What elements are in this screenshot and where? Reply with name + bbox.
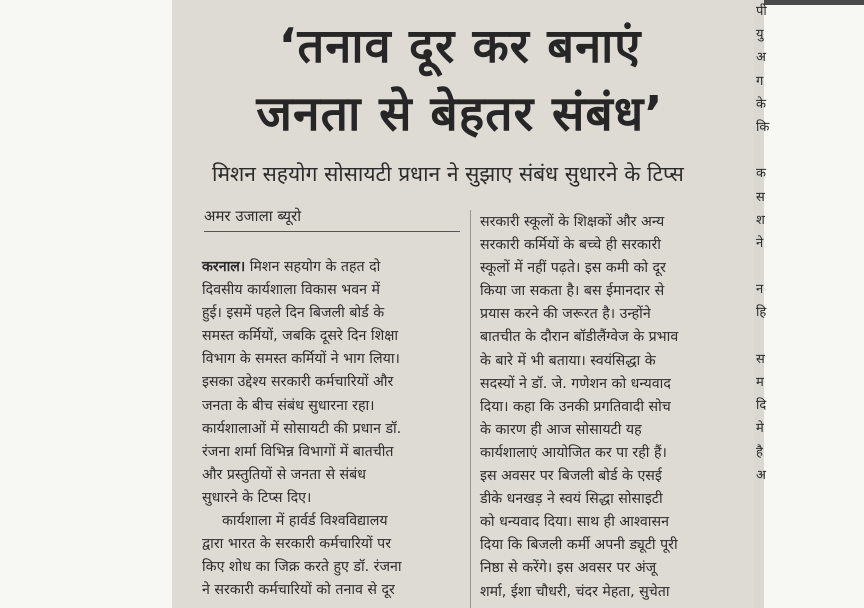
adjacent-fragment: पी — [756, 4, 767, 19]
article-line: इस अवसर पर बिजली बोर्ड के एसई — [480, 468, 662, 485]
adjacent-fragment: ग — [756, 73, 764, 89]
adjacent-fragment — [756, 325, 776, 348]
adjacent-fragment: अ — [756, 50, 766, 66]
byline: अमर उजाला ब्यूरो — [204, 206, 460, 232]
article-text: मिशन सहयोग के तहत दो — [245, 259, 381, 275]
article-line: कार्यशालाएं आयोजित कर पा रही हैं। — [480, 444, 667, 461]
article-line: निष्ठा से करेंगे। इस अवसर पर अंजू — [480, 560, 657, 577]
scan-background — [764, 0, 864, 608]
article-line: कार्यशालाओं में सोसायटी की प्रधान डॉ. — [202, 420, 402, 437]
adjacent-fragment: क — [756, 166, 766, 182]
adjacent-fragment: श — [756, 212, 765, 228]
article-line: किए शोध का जिक्र करते हुए डॉ. रंजना — [202, 559, 402, 576]
article-line: दिवसीय कार्यशाला विकास भवन में — [202, 282, 380, 299]
article-line: सरकारी कर्मियों के बच्चे ही सरकारी — [480, 237, 661, 254]
article-line: और प्रस्तुतियों से जनता से संबंध — [202, 466, 366, 483]
article-line: सरकारी स्कूलों के शिक्षकों और अन्य — [480, 214, 665, 230]
article-column-left — [202, 256, 460, 602]
article-line: सदस्यों ने डॉ. जे. गणेशन को धन्यवाद — [480, 375, 671, 392]
adjacent-fragment: स — [756, 189, 765, 205]
adjacent-fragment: मे — [756, 421, 764, 437]
article-line: को धन्यवाद दिया। साथ ही आश्वासन — [480, 514, 669, 531]
adjacent-fragment: अ — [756, 467, 766, 483]
adjacent-fragment: यु — [756, 27, 764, 43]
adjacent-fragment: म — [756, 375, 764, 390]
article-line: स्कूलों में नहीं पढ़ते। इस कमी को दूर — [480, 260, 666, 277]
adjacent-column-fragments — [756, 0, 776, 608]
adjacent-fragment: कि — [756, 119, 770, 135]
article-line: प्रयास करने की जरूरत है। उन्होंने — [480, 306, 651, 323]
article-line: इसका उद्देश्य सरकारी कर्मचारियों और — [202, 374, 394, 391]
adjacent-fragment — [756, 255, 776, 278]
scan-top-edge — [764, 0, 864, 5]
adjacent-fragment: के — [756, 96, 766, 112]
adjacent-fragment: दि — [756, 398, 767, 414]
article-line: समस्त कर्मियों, जबकि दूसरे दिन शिक्षा — [202, 328, 399, 345]
article-line: के कारण ही आज सोसायटी यह — [480, 421, 642, 438]
dateline: करनाल। — [202, 259, 246, 275]
article-line: बातचीत के दौरान बॉडीलैंग्वेज के प्रभाव — [480, 329, 679, 346]
article-column-right — [480, 211, 734, 604]
headline-line-1: ‘तनाव दूर कर बनाएं — [278, 19, 642, 74]
adjacent-fragment: हि — [756, 305, 767, 321]
article-line: कार्यशाला में हार्वर्ड विश्वविद्यालय — [222, 513, 388, 530]
subheadline: मिशन सहयोग सोसायटी प्रधान ने सुझाए संबंध सुधारने के टिप्स — [212, 162, 684, 186]
article-line: दिया कि बिजली कर्मी अपनी ड्यूटी पूरी — [480, 537, 678, 554]
article-line: द्वारा भारत के सरकारी कर्मचारियों पर — [202, 536, 392, 553]
adjacent-fragment: ने — [756, 235, 764, 251]
adjacent-fragment: स — [756, 351, 765, 367]
column-divider — [470, 210, 471, 608]
adjacent-fragment: है — [756, 444, 763, 460]
article-line: जनता के बीच संबंध सुधारना रहा। — [202, 397, 375, 414]
article-line: विभाग के समस्त कर्मियों ने भाग लिया। — [202, 351, 400, 368]
article-line: के बारे में भी बताया। स्वयंसिद्धा के — [480, 352, 656, 369]
article-line: सुधारने के टिप्स दिए। — [202, 489, 312, 506]
article-line — [202, 256, 460, 279]
article-line: डीके धनखड़ ने स्वयं सिद्धा सोसाइटी — [480, 491, 663, 508]
headline-line-2: जनता से बेहतर संबंध’ — [256, 86, 664, 142]
article-line: दिया। कहा कि उनकी प्रगतिवादी सोच — [480, 398, 671, 415]
article-line: हुई। इसमें पहले दिन बिजली बोर्ड के — [202, 305, 385, 322]
article-line: किया जा सकता है। बस ईमानदार से — [480, 283, 665, 300]
article-line: ने सरकारी कर्मचारियों को तनाव से दूर — [202, 582, 395, 599]
adjacent-fragment — [756, 139, 776, 162]
article-line: शर्मा, ईशा चौधरी, चंदर मेहता, सुचेता — [480, 583, 670, 600]
adjacent-fragment: न — [756, 282, 764, 298]
article-line: रंजना शर्मा विभिन्न विभागों में बातचीत — [202, 443, 394, 460]
